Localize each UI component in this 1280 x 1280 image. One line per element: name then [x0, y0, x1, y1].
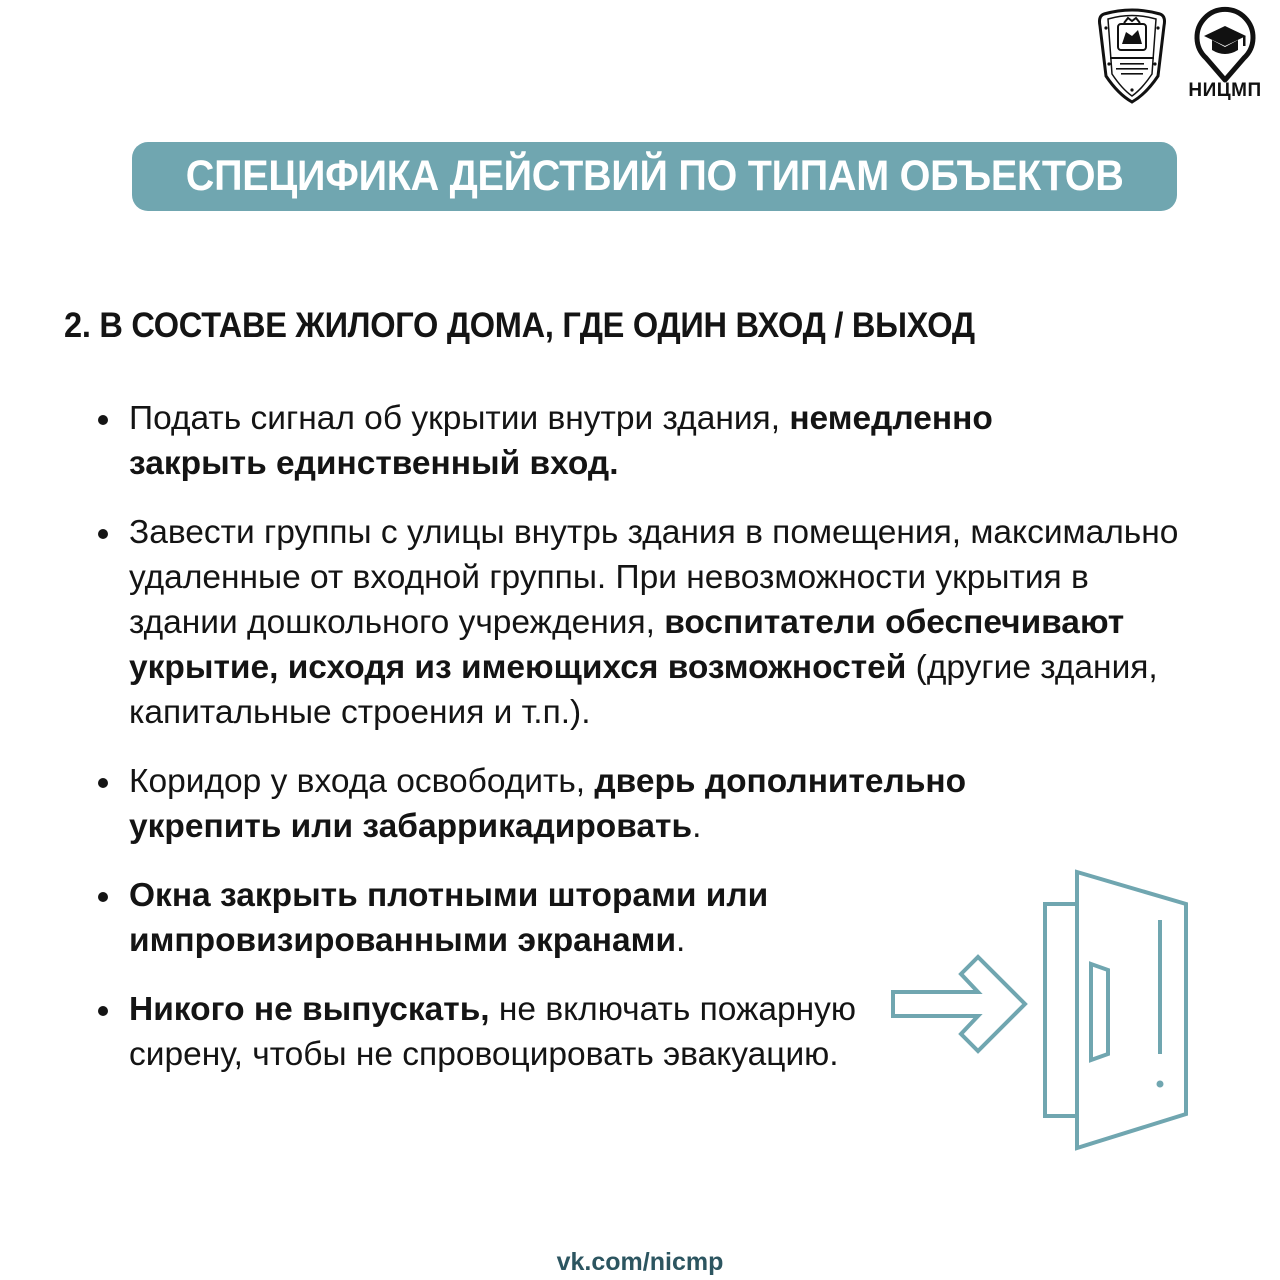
nicmp-logo	[1182, 6, 1268, 106]
footer-link[interactable]: vk.com/nicmp	[556, 1248, 724, 1276]
bullet-item	[96, 510, 1189, 735]
bullet-text: .	[676, 922, 686, 959]
bullet-item	[96, 396, 1129, 486]
page-title: СПЕЦИФИКА ДЕЙСТВИЙ ПО ТИПАМ ОБЪЕКТОВ	[185, 152, 1124, 200]
bullet-text: Подать сигнал об укрытии внутри здания,	[129, 400, 790, 437]
title-banner	[132, 142, 1177, 211]
bullet-text-bold: Окна закрыть плотными шторами или импровизированными экранами	[129, 877, 769, 959]
bullet-text-bold: Никого не выпускать,	[129, 991, 490, 1028]
bullet-text-bold: воспитатели обеспечивают укрытие, исходя из имеющихся возможностей	[129, 604, 1125, 686]
bullet-item	[96, 873, 829, 963]
arrow-into-door-icon	[888, 864, 1200, 1156]
graduation-cap-pin-icon	[1190, 6, 1260, 84]
bullet-item	[96, 759, 1089, 849]
bullet-text-bold: немедленно закрыть единственный вход.	[129, 400, 993, 482]
shield-emblem-icon	[1096, 6, 1168, 106]
bullet-text: (другие здания, капитальные строения и т.п.).	[129, 649, 1158, 731]
nicmp-label: НИЦМП	[1188, 80, 1262, 101]
bullet-text: Коридор у входа освободить,	[129, 763, 595, 800]
bullet-text-bold: дверь дополнительно укрепить или забаррикадировать	[129, 763, 967, 845]
logos	[1096, 6, 1268, 106]
section-heading: 2. В СОСТАВЕ ЖИЛОГО ДОМА, ГДЕ ОДИН ВХОД / ВЫХОД	[64, 306, 975, 345]
bullet-item	[96, 987, 949, 1077]
bullet-text: не включать пожарную сирену, чтобы не спровоцировать эвакуацию.	[129, 991, 857, 1073]
bullet-text: Завести группы с улицы внутрь здания в помещения, максимально удаленные от входной группы. При невозможности укрытия в здании дошкольного учреждения,	[129, 514, 1179, 641]
bullet-text: .	[692, 808, 702, 845]
